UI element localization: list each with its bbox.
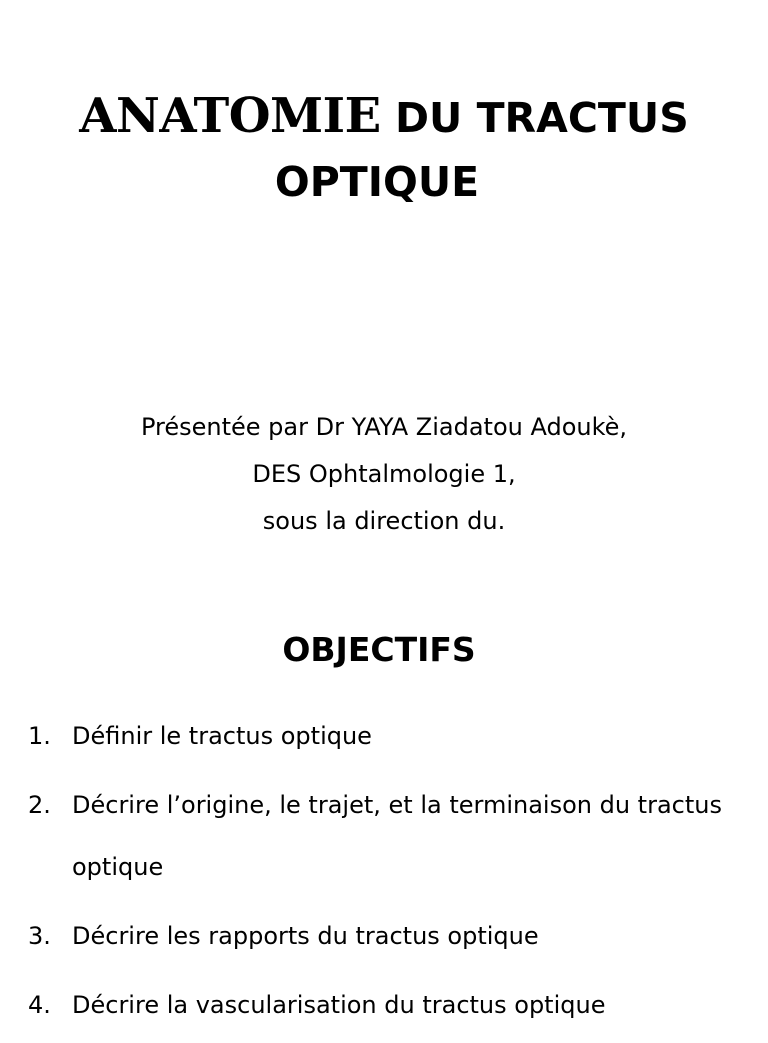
objective-number: 2. <box>28 791 51 819</box>
objective-item <box>28 705 748 767</box>
objectives-list <box>28 705 748 1043</box>
objective-number: 1. <box>28 722 51 750</box>
objective-text: Définir le tractus optique <box>72 722 372 750</box>
presenter-line-1: Présentée par Dr YAYA Ziadatou Adoukè, <box>140 413 628 441</box>
title-line-1 <box>0 84 768 150</box>
title-line-2: OPTIQUE <box>274 158 480 206</box>
objectives-heading: OBJECTIFS <box>282 630 476 669</box>
objective-text: Décrire les rapports du tractus optique <box>72 922 539 950</box>
presenter-block <box>0 404 768 545</box>
objective-text: Décrire l’origine, le trajet, et la terminaison du tractus optique <box>72 791 722 881</box>
objective-number: 4. <box>28 991 51 1019</box>
objective-item <box>28 905 748 967</box>
objective-text: Décrire la vascularisation du tractus optique <box>72 991 606 1019</box>
page-title <box>0 84 768 214</box>
objective-number: 3. <box>28 922 51 950</box>
objective-item <box>28 974 748 1036</box>
presenter-line-2: DES Ophtalmologie 1, <box>252 460 516 488</box>
objective-item <box>28 774 748 898</box>
presenter-line-3: sous la direction du. <box>262 507 506 535</box>
title-word-anatomie: ANATOMIE <box>79 88 381 144</box>
title-words-du-tractus: DU TRACTUS <box>380 94 689 142</box>
